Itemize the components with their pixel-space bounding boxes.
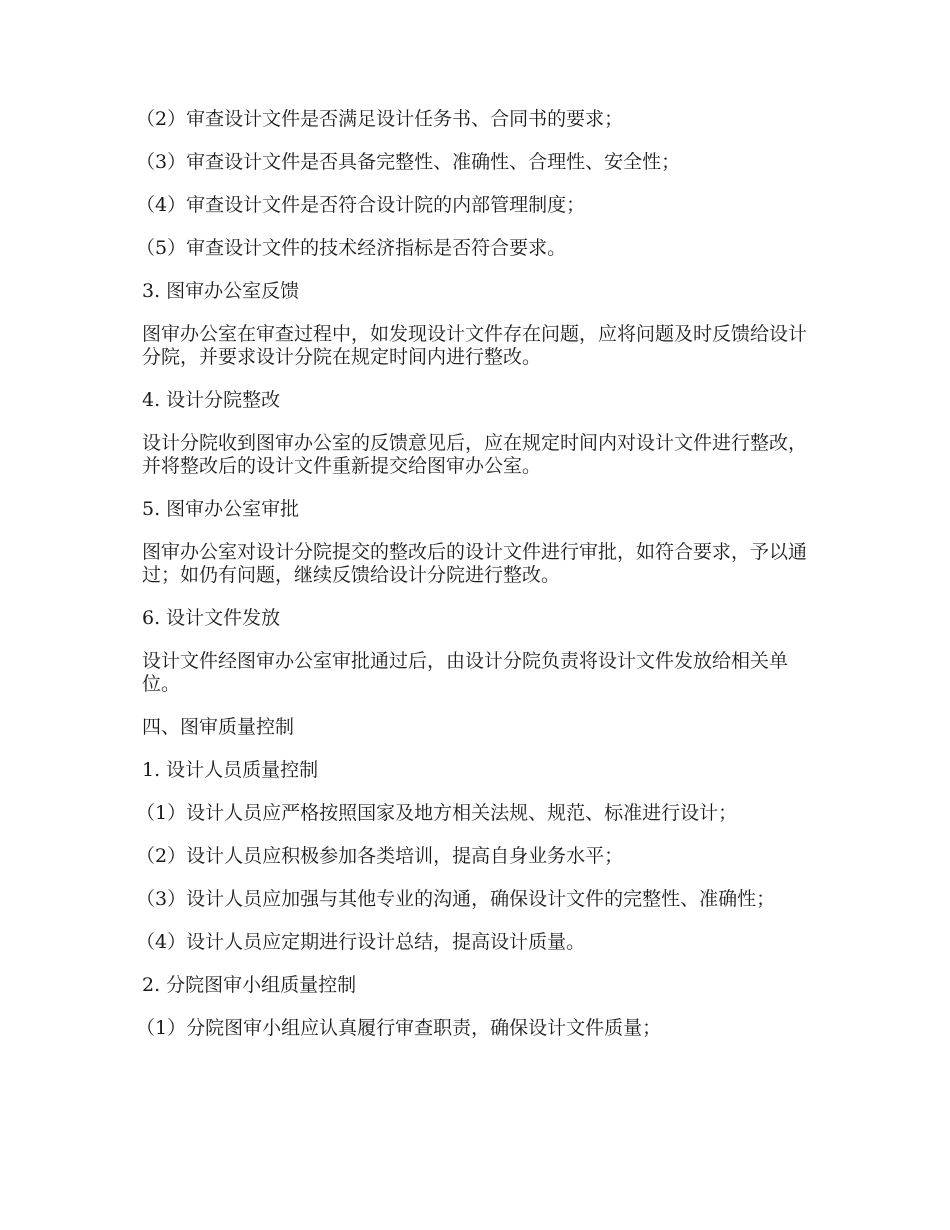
- chapter-heading-quality-control: 四、图审质量控制: [142, 716, 295, 738]
- list-item-review-completeness: （3）审查设计文件是否具备完整性、准确性、合理性、安全性；: [136, 151, 681, 173]
- section-heading-office-approval: 5. 图审办公室审批: [142, 498, 300, 520]
- section-heading-office-feedback: 3. 图审办公室反馈: [142, 280, 300, 302]
- section-heading-branch-rectification: 4. 设计分院整改: [142, 389, 281, 411]
- section-heading-designer-quality: 1. 设计人员质量控制: [142, 759, 319, 781]
- list-item-designer-summary: （4）设计人员应定期进行设计总结，提高设计质量。: [136, 931, 586, 953]
- list-item-designer-training: （2）设计人员应积极参加各类培训，提高自身业务水平；: [136, 845, 624, 867]
- paragraph-file-distribution: 设计文件经图审办公室审批通过后，由设计分院负责将设计文件发放给相关单位。: [142, 650, 789, 695]
- list-item-review-economic-indicators: （5）审查设计文件的技术经济指标是否符合要求。: [136, 237, 567, 259]
- list-item-review-contract: （2）审查设计文件是否满足设计任务书、合同书的要求；: [136, 108, 624, 130]
- list-item-designer-standards: （1）设计人员应严格按照国家及地方相关法规、规范、标准进行设计；: [136, 802, 738, 824]
- list-item-review-group-duty: （1）分院图审小组应认真履行审查职责，确保设计文件质量；: [136, 1017, 662, 1039]
- list-item-designer-communication: （3）设计人员应加强与其他专业的沟通，确保设计文件的完整性、准确性；: [136, 888, 776, 910]
- paragraph-office-approval: 图审办公室对设计分院提交的整改后的设计文件进行审批，如符合要求，予以通过；如仍有问题，继续反馈给设计分院进行整改。: [142, 541, 808, 586]
- list-item-review-internal-rules: （4）审查设计文件是否符合设计院的内部管理制度；: [136, 194, 586, 216]
- paragraph-office-feedback: 图审办公室在审查过程中，如发现设计文件存在问题，应将问题及时反馈给设计分院，并要求设计分院在规定时间内进行整改。: [142, 323, 808, 368]
- document-page: [136, 108, 810, 1060]
- section-heading-file-distribution: 6. 设计文件发放: [142, 607, 281, 629]
- paragraph-branch-rectification: 设计分院收到图审办公室的反馈意见后，应在规定时间内对设计文件进行整改，并将整改后的设计文件重新提交给图审办公室。: [142, 432, 808, 477]
- section-heading-review-group-quality: 2. 分院图审小组质量控制: [142, 974, 357, 996]
